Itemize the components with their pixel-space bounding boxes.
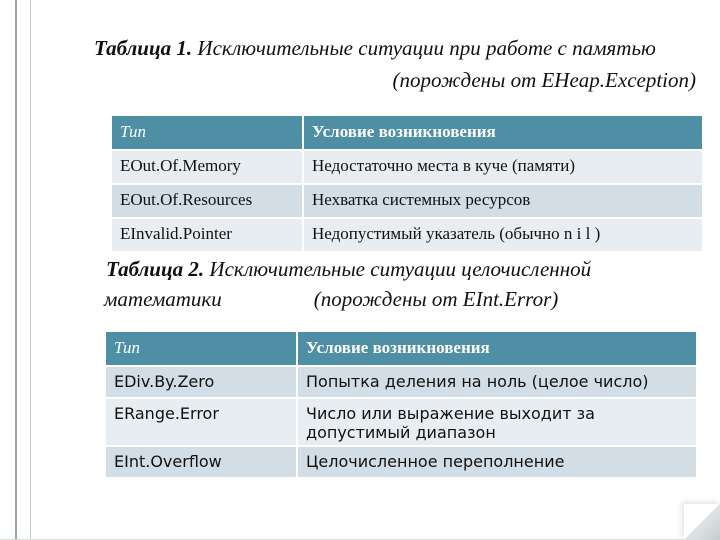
cell-type: EInt.Overflow: [105, 446, 297, 478]
table2-title-subtitle: (порождены от EInt.Error): [313, 287, 559, 311]
cell-type: EInvalid.Pointer: [111, 218, 303, 252]
cell-type: EOut.Of.Memory: [111, 150, 303, 184]
slide-top-bar: [0, 0, 720, 4]
table-header-row: [111, 115, 703, 150]
page-curl-decoration: [684, 504, 720, 540]
table-row: [111, 184, 703, 218]
table1-title: [94, 32, 706, 96]
cell-condition: Недостаточно места в куче (памяти): [303, 150, 703, 184]
cell-condition: Число или выражение выходит за допустимый диапазон: [297, 398, 697, 446]
column-header-type: Тип: [105, 331, 297, 366]
table2-title: [106, 254, 626, 314]
table1-title-number: Таблица 1.: [94, 36, 193, 60]
table2-title-line2: [104, 284, 626, 314]
table2-title-text: Исключительные ситуации целочисленной: [204, 257, 592, 281]
integer-math-exceptions-table: [104, 330, 698, 479]
table2-title-number: Таблица 2.: [106, 257, 205, 281]
table-row: [105, 366, 697, 398]
table-header-row: [105, 331, 697, 366]
cell-type: ERange.Error: [105, 398, 297, 446]
column-header-type: Тип: [111, 115, 303, 150]
column-header-condition: Условие возникновения: [303, 115, 703, 150]
cell-type: EOut.Of.Resources: [111, 184, 303, 218]
table2-title-word: математики: [104, 287, 222, 311]
memory-exceptions-table: [110, 114, 704, 253]
cell-condition: Недопустимый указатель (обычно n i l ): [303, 218, 703, 252]
table-row: [105, 446, 697, 478]
slide-left-rule-inner: [30, 0, 31, 540]
cell-condition: Попытка деления на ноль (целое число): [297, 366, 697, 398]
cell-condition: Целочисленное переполнение: [297, 446, 697, 478]
table-row: [105, 398, 697, 446]
slide-left-rule: [15, 0, 17, 540]
cell-type: EDiv.By.Zero: [105, 366, 297, 398]
table1-title-subtitle: (порождены от EHeap.Exception): [392, 68, 696, 92]
cell-condition: Нехватка системных ресурсов: [303, 184, 703, 218]
column-header-condition: Условие возникновения: [297, 331, 697, 366]
table1-title-text: Исключительные ситуации при работе с памятью: [192, 36, 656, 60]
table-row: [111, 218, 703, 252]
table-row: [111, 150, 703, 184]
